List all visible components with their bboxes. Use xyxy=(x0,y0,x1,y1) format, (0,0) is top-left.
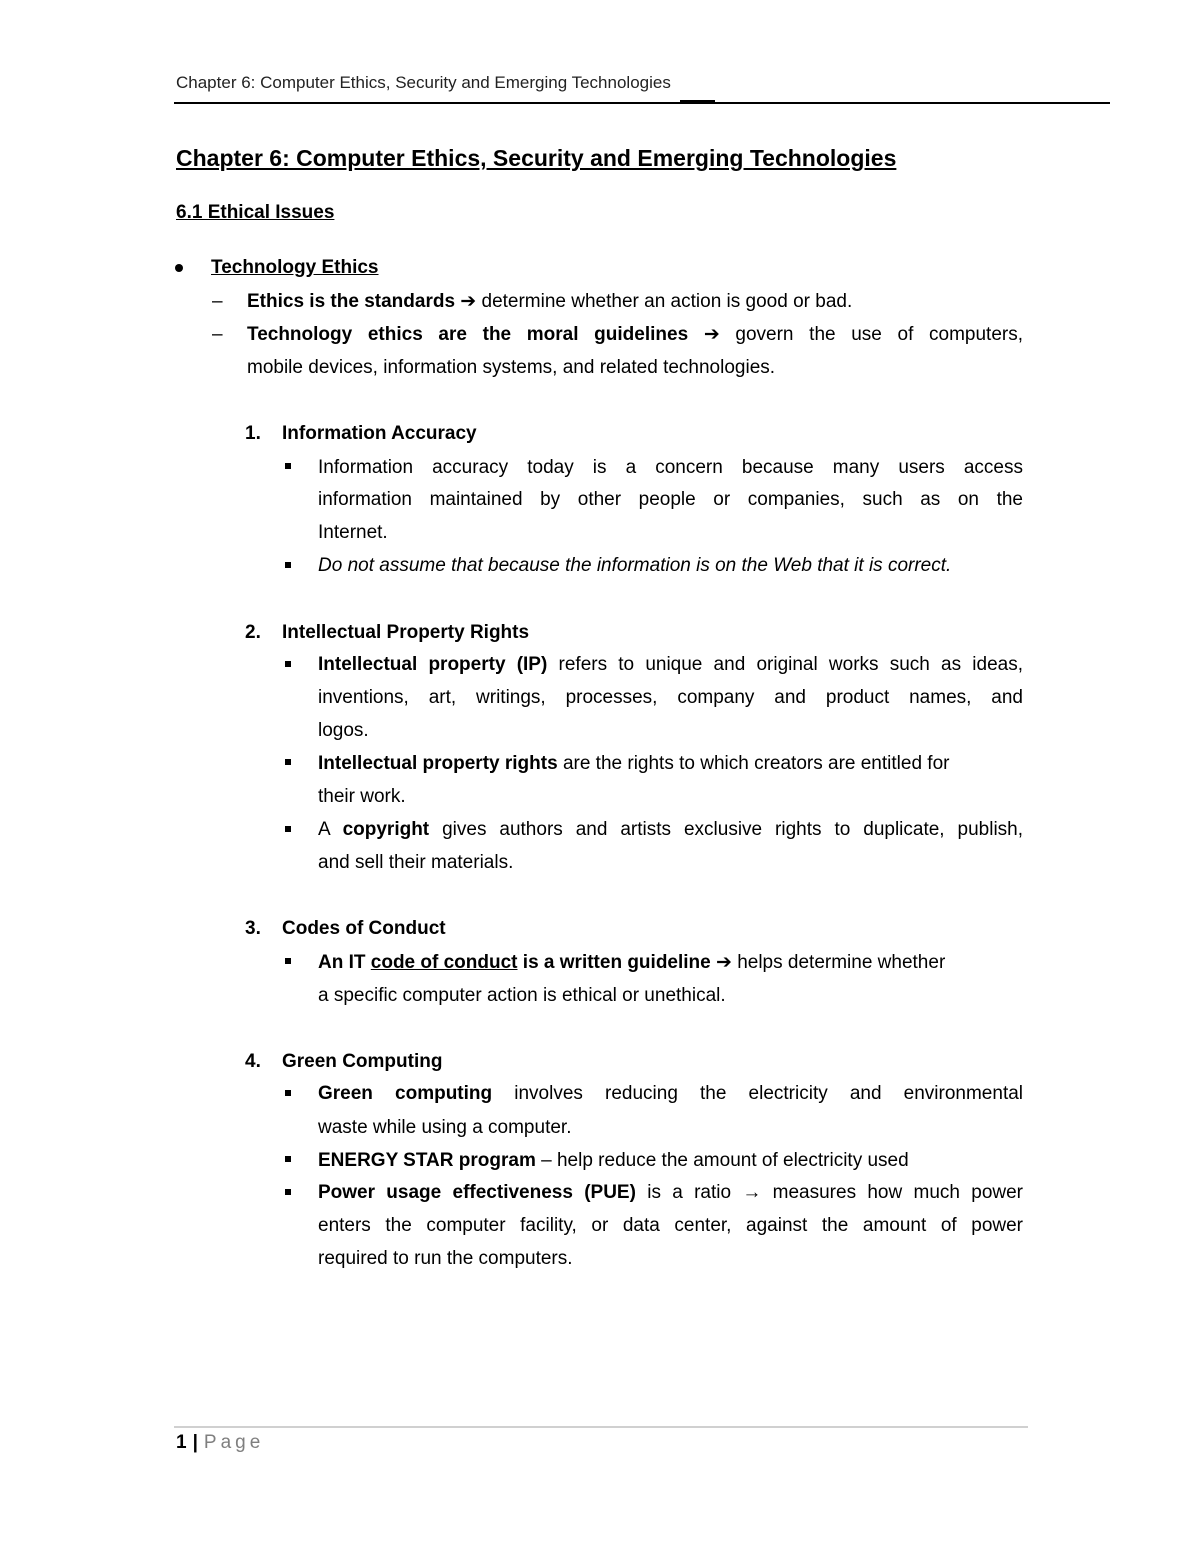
running-header: Chapter 6: Computer Ethics, Security and Emerging Technologies xyxy=(176,73,671,92)
list-item-line: information maintained by other people or companies, such as on the xyxy=(318,489,1023,510)
term: Technology ethics are the moral guidelines xyxy=(247,324,689,345)
section-heading: 6.1 Ethical Issues xyxy=(176,202,335,223)
definition: govern the use of computers, xyxy=(735,324,1024,345)
list-item-line xyxy=(318,951,945,975)
footer-separator: | xyxy=(192,1432,198,1453)
list-item-line: a specific computer action is ethical or unethical. xyxy=(318,985,726,1006)
term: Intellectual property (IP) xyxy=(318,654,548,675)
prefix: An IT xyxy=(318,952,366,973)
definition: are the rights to which creators are entitled for xyxy=(562,753,950,774)
list-item-line: waste while using a computer. xyxy=(318,1117,572,1138)
page-number: 1 xyxy=(176,1432,187,1453)
square-bullet-icon xyxy=(285,1090,291,1096)
topic-dash-1 xyxy=(247,290,852,314)
page-label: Page xyxy=(203,1432,265,1453)
list-item-line xyxy=(318,1082,1023,1106)
square-bullet-icon xyxy=(285,759,291,765)
list-item-line: Information accuracy today is a concern because many users access xyxy=(318,457,1023,478)
header-rule xyxy=(174,102,1110,104)
square-bullet-icon xyxy=(285,562,291,568)
definition: determine whether an action is good or bad. xyxy=(481,291,853,312)
term: Ethics is the standards xyxy=(247,291,456,312)
bullet-icon xyxy=(175,264,183,272)
term: Intellectual property rights xyxy=(318,753,558,774)
item-heading-codes-of-conduct: Codes of Conduct xyxy=(282,918,446,939)
item-heading-green-computing: Green Computing xyxy=(282,1051,443,1072)
item-heading-information-accuracy: Information Accuracy xyxy=(282,423,477,444)
dash-marker: – xyxy=(212,291,223,312)
list-item-line: their work. xyxy=(318,786,406,807)
topic-heading: Technology Ethics xyxy=(211,257,379,278)
list-item-line xyxy=(318,1181,1023,1205)
topic-dash-2-line-2: mobile devices, information systems, and related technologies. xyxy=(247,357,776,378)
header-rule-accent xyxy=(680,100,715,102)
term: copyright xyxy=(342,819,430,840)
list-item-italic: Do not assume that because the information is on the Web that it is correct. xyxy=(318,555,952,576)
page-footer xyxy=(176,1432,264,1454)
square-bullet-icon xyxy=(285,958,291,964)
item-number: 1. xyxy=(245,423,261,444)
definition: helps determine whether xyxy=(737,952,946,973)
square-bullet-icon xyxy=(285,1189,291,1195)
square-bullet-icon xyxy=(285,826,291,832)
list-item-line: Internet. xyxy=(318,522,388,543)
footer-rule xyxy=(174,1426,1028,1428)
definition: gives authors and artists exclusive rights to duplicate, publish, xyxy=(442,819,1024,840)
square-bullet-icon xyxy=(285,463,291,469)
term: ENERGY STAR program xyxy=(318,1150,536,1171)
definition: – help reduce the amount of electricity used xyxy=(541,1150,909,1171)
term: Power usage effectiveness (PUE) xyxy=(318,1182,636,1203)
list-item-line: inventions, art, writings, processes, company and product names, and xyxy=(318,687,1023,708)
prefix: A xyxy=(318,819,330,840)
definition: involves reducing the electricity and environmental xyxy=(514,1083,1024,1104)
list-item-line: required to run the computers. xyxy=(318,1248,573,1269)
item-number: 4. xyxy=(245,1051,261,1072)
list-item-line xyxy=(318,752,949,776)
document-title: Chapter 6: Computer Ethics, Security and Emerging Technologies xyxy=(176,145,897,171)
list-item-line xyxy=(318,818,1023,842)
term-underlined: code of conduct xyxy=(370,952,518,973)
arrow-icon: ➔ xyxy=(716,952,732,973)
definition: is a ratio → measures how much power xyxy=(647,1182,1024,1203)
list-item-line: and sell their materials. xyxy=(318,852,514,873)
term: is a written guideline xyxy=(522,952,711,973)
list-item-line xyxy=(318,653,1023,677)
dash-marker: – xyxy=(212,324,223,345)
arrow-icon: ➔ xyxy=(703,324,720,345)
arrow-icon: ➔ xyxy=(460,291,477,312)
list-item-line xyxy=(318,1149,909,1173)
term: Green computing xyxy=(318,1083,493,1104)
square-bullet-icon xyxy=(285,661,291,667)
item-heading-intellectual-property: Intellectual Property Rights xyxy=(282,622,530,643)
topic-dash-2-line-1 xyxy=(247,323,1023,347)
list-item-line: enters the computer facility, or data center, against the amount of power xyxy=(318,1215,1023,1236)
list-item-line: logos. xyxy=(318,720,369,741)
item-number: 2. xyxy=(245,622,261,643)
square-bullet-icon xyxy=(285,1156,291,1162)
definition: refers to unique and original works such as ideas, xyxy=(558,654,1023,675)
item-number: 3. xyxy=(245,918,261,939)
